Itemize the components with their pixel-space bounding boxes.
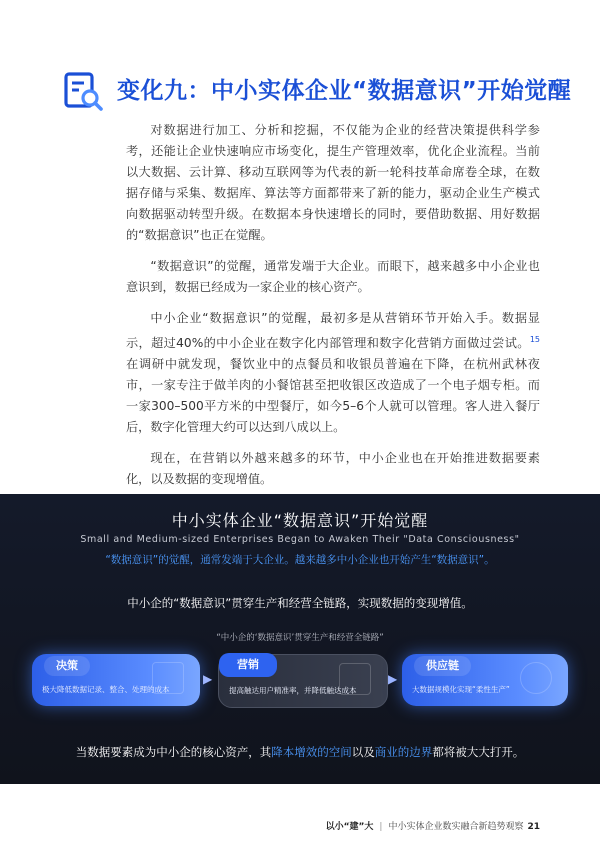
paragraph-3 [126,308,540,438]
arrow-right-icon: ▶ [203,672,213,686]
page-number: 21 [527,822,540,832]
infographic-lead: 中小企的“数据意识”贯穿生产和经营全链路，实现数据的变现增值。 [127,596,473,610]
conclusion-highlight-2: 商业的边界 [374,745,433,759]
document-search-icon [62,70,106,114]
card-supply-chain [402,654,568,706]
page-title: 变化九：中小实体企业“数据意识”开始觉醒 [117,78,572,104]
infographic-subtitle: Small and Medium-sized Enterprises Began to Awaken Their "Data Consciousness" [80,534,520,545]
footer-separator: | [379,822,383,832]
paragraph-3-text: 中小企业“数据意识”的觉醒，最初多是从营销环节开始入手。数据显示，超过40%的中小企业在数字化内部管理和数字化营销方面做过尝试。 [126,311,540,351]
paragraph-2: “数据意识”的觉醒，通常发端于大企业。而眼下，越来越多中小企业也意识到，数据已经成为一家企业的核心资产。 [126,259,540,294]
card-desc: 大数据规模化实现“柔性生产” [412,685,510,694]
footer-report: 中小实体企业数实融合新趋势观察 [388,822,524,832]
card-label: 营销 [219,653,277,677]
footer-brand: 以小“建”大 [325,822,374,832]
infographic-quote: “中小企的‘数据意识’贯穿生产和经营全链路” [216,633,384,643]
card-desc: 提高触达用户精准率，并降低触达成本 [229,686,357,695]
card-desc: 极大降低数据记录、整合、处理的成本 [42,685,170,694]
chart-icon [152,662,184,694]
infographic-title: 中小实体企业“数据意识”开始觉醒 [171,511,429,530]
conclusion-mid: 以及 [351,745,375,759]
page-footer [326,819,540,832]
conclusion-pre: 当数据要素成为中小企的核心资产，其 [75,745,272,759]
card-label: 决策 [44,656,90,676]
card-decision [32,654,200,706]
card-label: 供应链 [414,656,471,676]
conclusion-post: 都将被大大打开。 [432,745,525,759]
conclusion-highlight-1: 降本增效的空间 [271,745,352,759]
infographic-highlight: “数据意识”的觉醒，通常发端于大企业。越来越多中小企业也开始产生“数据意识”。 [105,554,495,566]
paragraph-3-cont: 在调研中就发现，餐饮业中的点餐员和收银员普遍在下降，在杭州武林夜市，一家专注于做羊肉的小餐馆甚至把收银区改造成了一个电子烟专柜。而一家300–500平方米的中型餐厅，如今5–6个人就可以管理。客人进入餐厅后，数字化管理大约可以达到八成以上。 [126,357,540,435]
card-marketing [218,654,388,708]
paragraph-1: 对数据进行加工、分析和挖掘，不仅能为企业的经营决策提供科学参考，还能让企业快速响应市场变化，提生产管理效率，优化企业流程。当前以大数据、云计算、移动互联网等为代表的新一轮科技革命席卷全球，在数据存储与采集、数据库、算法等方面都带来了新的能力，驱动企业生产模式向数据驱动转型升级。在数据本身快速增长的同时，要借助数据、用好数据的“数据意识”也正在觉醒。 [126,123,540,242]
arrow-right-icon: ▶ [388,672,398,686]
network-icon [520,662,552,694]
infographic-panel [0,494,600,784]
footnote-ref[interactable]: 15 [529,335,540,344]
paragraph-4: 现在，在营销以外越来越多的环节，中小企业也在开始推进数据要素化，以及数据的变现增值。 [126,451,540,487]
body-text [126,120,540,500]
infographic-conclusion [0,744,600,760]
document-icon [339,663,371,695]
